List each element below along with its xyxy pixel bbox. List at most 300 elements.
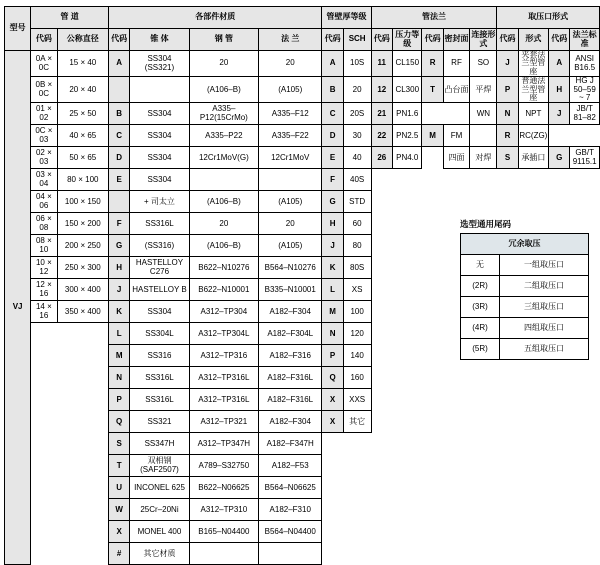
cell-code (31, 455, 57, 477)
tail-row (461, 276, 589, 297)
cell-pipe: A312–TP316L (189, 367, 258, 389)
table-group-header-row (5, 7, 600, 29)
cell-press-rating: PN4.0 (393, 147, 422, 169)
cell-code (31, 345, 57, 367)
cell-cone (130, 77, 189, 103)
cell-material-code (109, 191, 130, 213)
cell-press-code (371, 213, 392, 235)
cell-press-rating (393, 499, 422, 521)
cell-seal-code (422, 543, 443, 565)
cell-material-code: M (109, 345, 130, 367)
cell-std-code (549, 169, 570, 191)
cell-material-code: N (109, 367, 130, 389)
tail-code: (2R) (461, 276, 500, 297)
cell-press-code (371, 257, 392, 279)
cell-conn-type (470, 191, 497, 213)
cell-press-code (371, 345, 392, 367)
cell-nominal-dia: 40 × 65 (57, 125, 109, 147)
cell-seal-face: 凸台面 (443, 77, 470, 103)
cell-conn-type (470, 125, 497, 147)
cell-nominal-dia: 350 × 400 (57, 301, 109, 323)
cell-seal-code (422, 499, 443, 521)
cell-flange-material: A335–F12 (258, 103, 321, 125)
cell-flange-material: A182–F53 (258, 455, 321, 477)
cell-seal-code (422, 147, 443, 169)
cell-tap-shape (518, 367, 549, 389)
cell-tap-code (497, 411, 518, 433)
cell-std-code (549, 389, 570, 411)
cell-nominal-dia: 20 × 40 (57, 77, 109, 103)
cell-press-code: 26 (371, 147, 392, 169)
cell-tap-code (497, 499, 518, 521)
table-row (5, 433, 600, 455)
cell-std-code (549, 367, 570, 389)
cell-conn-type: SO (470, 51, 497, 77)
cell-cone: HASTELLOY C276 (130, 257, 189, 279)
cell-press-code (371, 367, 392, 389)
cell-tap-shape: NPT (518, 103, 549, 125)
cell-seal-code (422, 279, 443, 301)
cell-std-name (570, 191, 600, 213)
cell-tap-code (497, 521, 518, 543)
cell-pipe: 20 (189, 51, 258, 77)
cell-std-code (549, 521, 570, 543)
cell-pipe: B165–N04400 (189, 521, 258, 543)
cell-code: 0C × 03 (31, 125, 57, 147)
cell-press-code (371, 191, 392, 213)
cell-std-name (570, 389, 600, 411)
cell-press-rating (393, 411, 422, 433)
cell-std-name (570, 169, 600, 191)
cell-tap-shape (518, 543, 549, 565)
cell-conn-type (470, 433, 497, 455)
table-row (5, 477, 600, 499)
table-row (5, 51, 600, 77)
tail-row (461, 255, 589, 276)
cell-pipe: A312–TP304 (189, 301, 258, 323)
cell-pipe: A312–TP316 (189, 345, 258, 367)
cell-sch-code: H (322, 213, 343, 235)
cell-nominal-dia: 25 × 50 (57, 103, 109, 125)
cell-seal-code (422, 389, 443, 411)
cell-std-code (549, 433, 570, 455)
tail-caption: 选型通用尾码 (460, 219, 512, 229)
cell-pipe: B622–N10001 (189, 279, 258, 301)
cell-sch-code: C (322, 103, 343, 125)
cell-press-code (371, 235, 392, 257)
cell-sch-code (322, 433, 343, 455)
cell-material-code: G (109, 235, 130, 257)
cell-sch-code: G (322, 191, 343, 213)
cell-cone: + 司太立 (130, 191, 189, 213)
cell-pipe: A312–TP316L (189, 389, 258, 411)
cell-pipe: B622–N10276 (189, 257, 258, 279)
cell-tap-shape (518, 499, 549, 521)
cell-nominal-dia: 150 × 200 (57, 213, 109, 235)
group-pipe: 管 道 (31, 7, 109, 29)
cell-code: 0B × 0C (31, 77, 57, 103)
cell-press-code (371, 279, 392, 301)
cell-sch: XS (343, 279, 371, 301)
cell-cone: MONEL 400 (130, 521, 189, 543)
cell-tap-shape (518, 191, 549, 213)
cell-std-code (549, 455, 570, 477)
cell-cone: 双相钢 (SAF2507) (130, 455, 189, 477)
cell-sch-code: B (322, 77, 343, 103)
cell-std-name (570, 411, 600, 433)
cell-flange-material: A182–F316 (258, 345, 321, 367)
cell-press-rating (393, 213, 422, 235)
tail-desc: 四组取压口 (500, 318, 589, 339)
cell-flange-material: B564–N06625 (258, 477, 321, 499)
cell-code (31, 521, 57, 543)
cell-seal-face (443, 191, 470, 213)
cell-code (31, 389, 57, 411)
cell-nominal-dia: 15 × 40 (57, 51, 109, 77)
col-pipe: 钢 管 (189, 29, 258, 51)
table-row (5, 543, 600, 565)
col-press-rating: 压力等级 (393, 29, 422, 51)
table-subheader-row (5, 29, 600, 51)
cell-flange-material: 20 (258, 51, 321, 77)
cell-tap-shape (518, 169, 549, 191)
cell-sch: 60 (343, 213, 371, 235)
group-tap-form: 取压口形式 (497, 7, 600, 29)
cell-press-rating (393, 191, 422, 213)
tail-row (461, 339, 589, 360)
cell-tap-code (497, 367, 518, 389)
tail-desc: 一组取压口 (500, 255, 589, 276)
cell-sch-code (322, 477, 343, 499)
table-row (5, 191, 600, 213)
cell-code: 0A × 0C (31, 51, 57, 77)
cell-seal-face (443, 169, 470, 191)
tail-body (461, 255, 589, 360)
cell-pipe: (A106–B) (189, 191, 258, 213)
cell-press-rating (393, 455, 422, 477)
cell-std-code (549, 191, 570, 213)
cell-press-code (371, 301, 392, 323)
group-parts-material: 各部件材质 (109, 7, 322, 29)
cell-conn-type (470, 543, 497, 565)
cell-pipe: (A106–B) (189, 235, 258, 257)
cell-sch-code: K (322, 257, 343, 279)
cell-cone: SS304 (130, 169, 189, 191)
cell-nominal-dia (57, 411, 109, 433)
cell-std-name (570, 543, 600, 565)
tail-desc: 二组取压口 (500, 276, 589, 297)
cell-seal-code (422, 411, 443, 433)
group-model: 型号 (5, 7, 31, 51)
cell-press-code (371, 169, 392, 191)
cell-code: 01 × 02 (31, 103, 57, 125)
cell-seal-face: FM (443, 125, 470, 147)
cell-seal-code (422, 433, 443, 455)
cell-seal-code (422, 191, 443, 213)
cell-nominal-dia (57, 455, 109, 477)
cell-sch-code: Q (322, 367, 343, 389)
cell-press-code (371, 433, 392, 455)
cell-flange-material: A182–F316L (258, 389, 321, 411)
cell-flange-material: A182–F304 (258, 411, 321, 433)
cell-material-code: T (109, 455, 130, 477)
cell-pipe: 20 (189, 213, 258, 235)
cell-cone: SS347H (130, 433, 189, 455)
cell-tap-shape: 夹套法兰型管座 (518, 51, 549, 77)
cell-seal-face (443, 103, 470, 125)
cell-std-code: H (549, 77, 570, 103)
cell-tap-code: J (497, 51, 518, 77)
table-row (5, 367, 600, 389)
cell-seal-code (422, 235, 443, 257)
cell-material-code: F (109, 213, 130, 235)
cell-code: 02 × 03 (31, 147, 57, 169)
group-grade: 管壁厚等级 (322, 7, 371, 29)
cell-sch-code: E (322, 147, 343, 169)
cell-tap-code (497, 169, 518, 191)
cell-sch-code: N (322, 323, 343, 345)
table-row (5, 147, 600, 169)
cell-std-code (549, 543, 570, 565)
tail-row (461, 318, 589, 339)
cell-material-code (109, 77, 130, 103)
cell-sch (343, 499, 371, 521)
cell-tap-code: R (497, 125, 518, 147)
cell-pipe: A335–P22 (189, 125, 258, 147)
cell-std-name: GB/T 9115.1 (570, 147, 600, 169)
cell-seal-face (443, 521, 470, 543)
cell-flange-material: A182–F304 (258, 301, 321, 323)
cell-tap-shape: RC(ZG) (518, 125, 549, 147)
cell-seal-code (422, 103, 443, 125)
cell-seal-face (443, 477, 470, 499)
cell-std-name (570, 367, 600, 389)
cell-tap-shape (518, 477, 549, 499)
cell-tap-shape (518, 433, 549, 455)
cell-sch-code (322, 543, 343, 565)
cell-sch-code (322, 521, 343, 543)
cell-seal-code (422, 477, 443, 499)
cell-press-rating (393, 235, 422, 257)
cell-std-name (570, 499, 600, 521)
cell-flange-material: A182–F347H (258, 433, 321, 455)
cell-sch: 160 (343, 367, 371, 389)
cell-press-rating (393, 323, 422, 345)
cell-seal-code: T (422, 77, 443, 103)
cell-code: 06 × 08 (31, 213, 57, 235)
table-row (5, 77, 600, 103)
tail-code: (3R) (461, 297, 500, 318)
cell-flange-material: A182–F310 (258, 499, 321, 521)
col-conn-type: 连接形式 (470, 29, 497, 51)
cell-pipe: B622–N06625 (189, 477, 258, 499)
col-flange-material: 法 兰 (258, 29, 321, 51)
cell-press-code (371, 323, 392, 345)
cell-cone: SS321 (130, 411, 189, 433)
cell-sch: 20S (343, 103, 371, 125)
cell-seal-code (422, 455, 443, 477)
cell-seal-face (443, 499, 470, 521)
tail-code: (4R) (461, 318, 500, 339)
cell-conn-type: 平焊 (470, 77, 497, 103)
cell-tap-shape: 普通法兰型管座 (518, 77, 549, 103)
cell-seal-code (422, 213, 443, 235)
cell-material-code: B (109, 103, 130, 125)
cell-sch: 80S (343, 257, 371, 279)
cell-std-code (549, 411, 570, 433)
cell-pipe: 12Cr1MoV(G) (189, 147, 258, 169)
cell-std-code (549, 499, 570, 521)
tail-code: (5R) (461, 339, 500, 360)
cell-tap-code (497, 191, 518, 213)
cell-press-rating (393, 169, 422, 191)
cell-code (31, 323, 57, 345)
cell-flange-material (258, 169, 321, 191)
cell-press-code (371, 521, 392, 543)
cell-code: 12 × 16 (31, 279, 57, 301)
table-row (5, 455, 600, 477)
cell-code: 08 × 10 (31, 235, 57, 257)
cell-pipe: (A106–B) (189, 77, 258, 103)
cell-nominal-dia (57, 499, 109, 521)
cell-pipe: A312–TP310 (189, 499, 258, 521)
table-row (5, 499, 600, 521)
cell-press-rating (393, 543, 422, 565)
cell-std-code (549, 477, 570, 499)
cell-cone: SS316L (130, 367, 189, 389)
col-nominal-dia: 公称直径 (57, 29, 109, 51)
cell-nominal-dia: 300 × 400 (57, 279, 109, 301)
table-row (5, 411, 600, 433)
redundant-tap-table (460, 233, 589, 360)
cell-tap-code (497, 389, 518, 411)
cell-sch-code: X (322, 411, 343, 433)
cell-seal-code (422, 323, 443, 345)
cell-flange-material: (A105) (258, 235, 321, 257)
cell-press-code: 21 (371, 103, 392, 125)
cell-tap-code: P (497, 77, 518, 103)
cell-code: 10 × 12 (31, 257, 57, 279)
cell-std-code: A (549, 51, 570, 77)
cell-tap-shape (518, 521, 549, 543)
col-std-code: 代码 (549, 29, 570, 51)
cell-press-rating (393, 389, 422, 411)
cell-conn-type (470, 455, 497, 477)
col-sch-code: 代码 (322, 29, 343, 51)
cell-seal-code (422, 301, 443, 323)
cell-cone: HASTELLOY B (130, 279, 189, 301)
tail-desc: 五组取压口 (500, 339, 589, 360)
cell-code: 14 × 16 (31, 301, 57, 323)
cell-seal-code (422, 345, 443, 367)
col-material-code: 代码 (109, 29, 130, 51)
cell-seal-code (422, 367, 443, 389)
cell-conn-type (470, 499, 497, 521)
cell-seal-code (422, 521, 443, 543)
tail-code-block (460, 218, 589, 360)
tail-header-row (461, 234, 589, 255)
cell-seal-code (422, 169, 443, 191)
cell-press-code: 12 (371, 77, 392, 103)
cell-material-code: P (109, 389, 130, 411)
cell-conn-type (470, 169, 497, 191)
cell-sch: 30 (343, 125, 371, 147)
cell-press-rating: CL150 (393, 51, 422, 77)
cell-nominal-dia: 50 × 65 (57, 147, 109, 169)
cell-nominal-dia: 80 × 100 (57, 169, 109, 191)
cell-seal-face (443, 411, 470, 433)
tail-code: 无 (461, 255, 500, 276)
col-cone: 锥 体 (130, 29, 189, 51)
cell-tap-code: N (497, 103, 518, 125)
col-tap-shape: 形式 (518, 29, 549, 51)
cell-pipe (189, 169, 258, 191)
cell-material-code: J (109, 279, 130, 301)
cell-std-name (570, 433, 600, 455)
cell-code (31, 477, 57, 499)
cell-pipe (189, 543, 258, 565)
cell-material-code: # (109, 543, 130, 565)
cell-flange-material: B564–N10276 (258, 257, 321, 279)
cell-flange-material: A182–F316L (258, 367, 321, 389)
cell-seal-face (443, 367, 470, 389)
cell-code: 04 × 06 (31, 191, 57, 213)
cell-cone: SS316L (130, 389, 189, 411)
cell-sch: STD (343, 191, 371, 213)
cell-tap-shape (518, 411, 549, 433)
cell-sch: XXS (343, 389, 371, 411)
cell-sch-code: A (322, 51, 343, 77)
cell-pipe: A789–S32750 (189, 455, 258, 477)
cell-cone: SS304 (130, 103, 189, 125)
cell-code (31, 543, 57, 565)
cell-seal-face: RF (443, 51, 470, 77)
cell-material-code: L (109, 323, 130, 345)
cell-material-code: X (109, 521, 130, 543)
cell-material-code: S (109, 433, 130, 455)
cell-cone: SS304 (130, 147, 189, 169)
cell-sch: 80 (343, 235, 371, 257)
cell-std-code (549, 125, 570, 147)
cell-nominal-dia (57, 389, 109, 411)
cell-material-code: U (109, 477, 130, 499)
cell-press-rating (393, 477, 422, 499)
cell-material-code: Q (109, 411, 130, 433)
cell-pipe: A312–TP347H (189, 433, 258, 455)
cell-seal-code: R (422, 51, 443, 77)
cell-press-code (371, 411, 392, 433)
cell-cone: SS304L (130, 323, 189, 345)
cell-code (31, 367, 57, 389)
cell-material-code: K (109, 301, 130, 323)
cell-conn-type (470, 521, 497, 543)
table-row (5, 521, 600, 543)
col-std-name: 法兰标准 (570, 29, 600, 51)
cell-nominal-dia: 100 × 150 (57, 191, 109, 213)
cell-seal-face (443, 455, 470, 477)
cell-material-code: C (109, 125, 130, 147)
cell-flange-material: 20 (258, 213, 321, 235)
cell-material-code: A (109, 51, 130, 77)
cell-conn-type (470, 389, 497, 411)
cell-seal-code: M (422, 125, 443, 147)
cell-cone: INCONEL 625 (130, 477, 189, 499)
table-row (5, 169, 600, 191)
cell-tap-shape (518, 389, 549, 411)
model-code-cell: VJ (5, 51, 31, 565)
cell-material-code: W (109, 499, 130, 521)
cell-nominal-dia: 250 × 300 (57, 257, 109, 279)
